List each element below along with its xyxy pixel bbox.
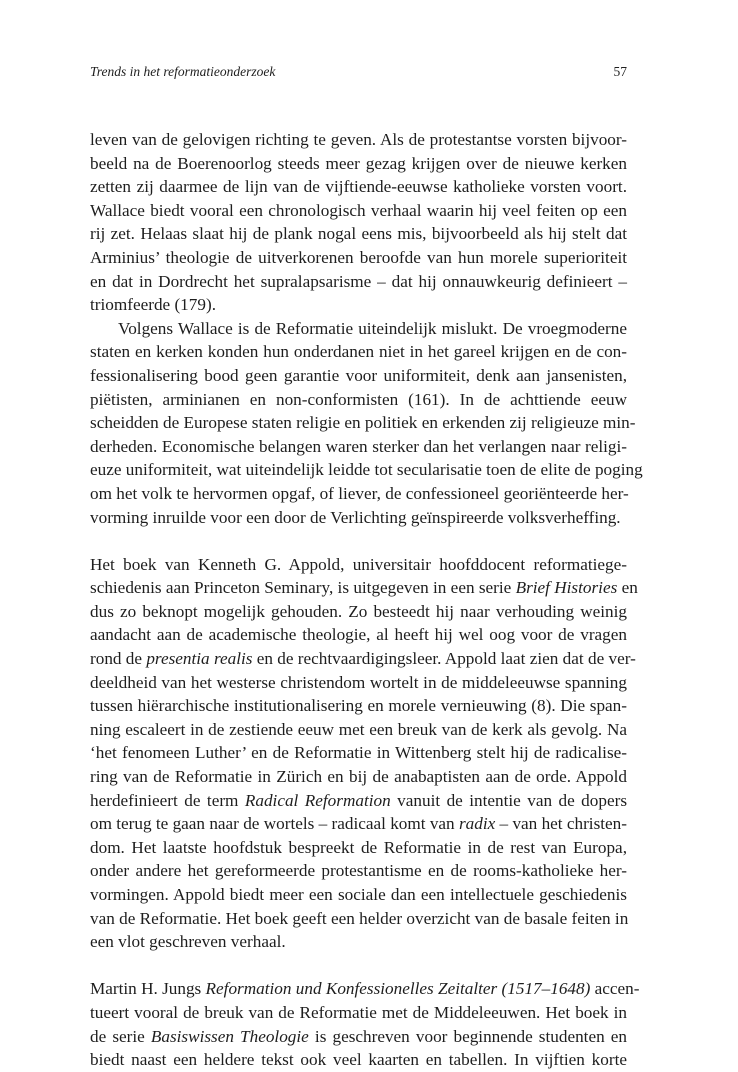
text-line: biedt naast een heldere tekst ook veel kaarten en tabellen. In vijftien korte	[90, 1050, 627, 1070]
text-line: derheden. Economische belangen waren sterker dan het verlangen naar religi-	[90, 436, 627, 456]
text-line: vorming inruilde voor een door de Verlichting geïnspireerde volksverheffing.	[90, 507, 621, 527]
paragraph-4	[90, 977, 640, 1071]
text-line: aandacht aan de academische theologie, al heeft hij wel oog voor de vragen	[90, 625, 627, 645]
text-segment: herdefinieert de term	[90, 790, 245, 810]
text-line	[90, 1025, 627, 1049]
text-segment: – van het christen-	[495, 814, 627, 834]
latin-term: radix	[458, 814, 496, 834]
text-line: leven van de gelovigen richting te geven. Als de protestantse vorsten bijvoor-	[90, 130, 627, 149]
text-line: van de Reformatie. Het boek geeft een helder overzicht van de basale feiten in	[90, 908, 629, 928]
latin-term: presentia realis	[146, 649, 253, 669]
text-line: staten en kerken konden hun onderdanen niet in het gareel krijgen en de con-	[90, 342, 627, 362]
text-line: fessionalisering bood geen garantie voor uniformiteit, denk aan jansenisten,	[90, 365, 627, 385]
text-line	[90, 647, 636, 671]
running-header	[90, 62, 627, 82]
text-segment: rond de	[90, 649, 147, 669]
text-line: dus zo beknopt mogelijk gehouden. Zo besteedt hij naar verhouding weinig	[90, 601, 627, 621]
text-line: een vlot geschreven verhaal.	[90, 932, 286, 952]
text-line: Volgens Wallace is de Reformatie uiteindelijk mislukt. De vroegmoderne	[118, 318, 627, 338]
text-segment: en	[617, 578, 638, 598]
text-segment: vanuit de intentie van de dopers	[390, 790, 628, 810]
text-line	[90, 789, 627, 813]
text-line: en dat in Dordrecht het supralapsarisme – dat hij onnauwkeurig definieert –	[90, 271, 627, 291]
text-line: euze uniformiteit, wat uiteindelijk leidde tot secularisatie toen de elite de poging	[90, 460, 643, 480]
text-line	[90, 812, 627, 836]
text-line: piëtisten, arminianen en non-conformisten (161). In de achttiende eeuw	[90, 389, 627, 409]
text-line: triomfeerde (179).	[90, 295, 216, 315]
body-text	[90, 128, 643, 1072]
text-line: onder andere het gereformeerde protestantisme en de rooms-katholieke her-	[90, 861, 627, 881]
text-line: vormingen. Appold biedt meer een sociale dan een intellectuele geschiedenis	[90, 885, 627, 904]
text-line: Arminius’ theologie de uitverkorenen beroofde van hun morele superioriteit	[90, 247, 627, 267]
text-line: ning escaleert in de zestiende eeuw met een breuk van de kerk als gevolg. Na	[90, 719, 627, 739]
running-title: Trends in het reformatieonderzoek	[90, 64, 276, 79]
book-series-title: Basiswissen Theologie	[150, 1026, 309, 1046]
text-line: scheidden de Europese staten religie en politiek en erkenden zij religieuze min-	[90, 413, 636, 433]
book-series-title: Brief Histories	[515, 578, 618, 598]
text-segment: de serie	[90, 1026, 151, 1046]
text-line: ‘het fenomeen Luther’ en de Reformatie in Wittenberg stelt hij de radicalise-	[90, 743, 627, 763]
page-number: 57	[613, 64, 627, 79]
text-line: Wallace biedt vooral een chronologisch verhaal waarin hij veel feiten op een	[90, 200, 627, 220]
text-line: tueert vooral de breuk van de Reformatie met de Middeleeuwen. Het boek in	[90, 1002, 627, 1022]
text-line: Het boek van Kenneth G. Appold, universitair hoofddocent reformatiege-	[90, 554, 627, 574]
section-gap	[90, 954, 627, 978]
book-title: Reformation und Konfessionelles Zeitalter (1517–1648)	[205, 979, 591, 999]
text-line: beeld na de Boerenoorlog steeds meer gezag krijgen over de nieuwe kerken	[90, 153, 627, 173]
section-gap	[90, 529, 627, 553]
text-segment: accen-	[590, 979, 640, 999]
text-line: tussen hiërarchische institutionalisering en morele vernieuwing (8). Die span-	[90, 696, 627, 716]
text-segment: en de rechtvaardigingsleer. Appold laat zien dat de ver-	[252, 649, 636, 669]
text-segment: om terug te gaan naar de wortels – radicaal komt van	[90, 814, 459, 834]
term-italic: Radical Reformation	[244, 790, 391, 810]
paragraph-1	[90, 128, 627, 317]
text-line: zetten zij daarmee de lijn van de vijftiende-eeuwse katholieke vorsten voort.	[90, 177, 627, 197]
text-segment: schiedenis aan Princeton Seminary, is uitgegeven in een serie	[90, 578, 516, 598]
text-line: om het volk te hervormen opgaf, of liever, de confessioneel georiënteerde her-	[90, 483, 629, 503]
text-line: rij zet. Helaas slaat hij de plank nogal eens mis, bijvoorbeeld als hij stelt dat	[90, 224, 627, 244]
text-line	[90, 576, 638, 600]
text-line	[90, 977, 640, 1001]
text-segment: Martin H. Jungs	[90, 979, 206, 999]
text-line: deeldheid van het westerse christendom wortelt in de middeleeuwse spanning	[90, 672, 627, 692]
paragraph-2	[90, 317, 643, 529]
paragraph-3	[90, 553, 638, 954]
text-line: ring van de Reformatie in Zürich en bij de anabaptisten aan de orde. Appold	[90, 767, 627, 787]
text-segment: is geschreven voor beginnende studenten en	[308, 1026, 628, 1046]
text-line: dom. Het laatste hoofdstuk bespreekt de Reformatie in de rest van Europa,	[90, 837, 627, 857]
